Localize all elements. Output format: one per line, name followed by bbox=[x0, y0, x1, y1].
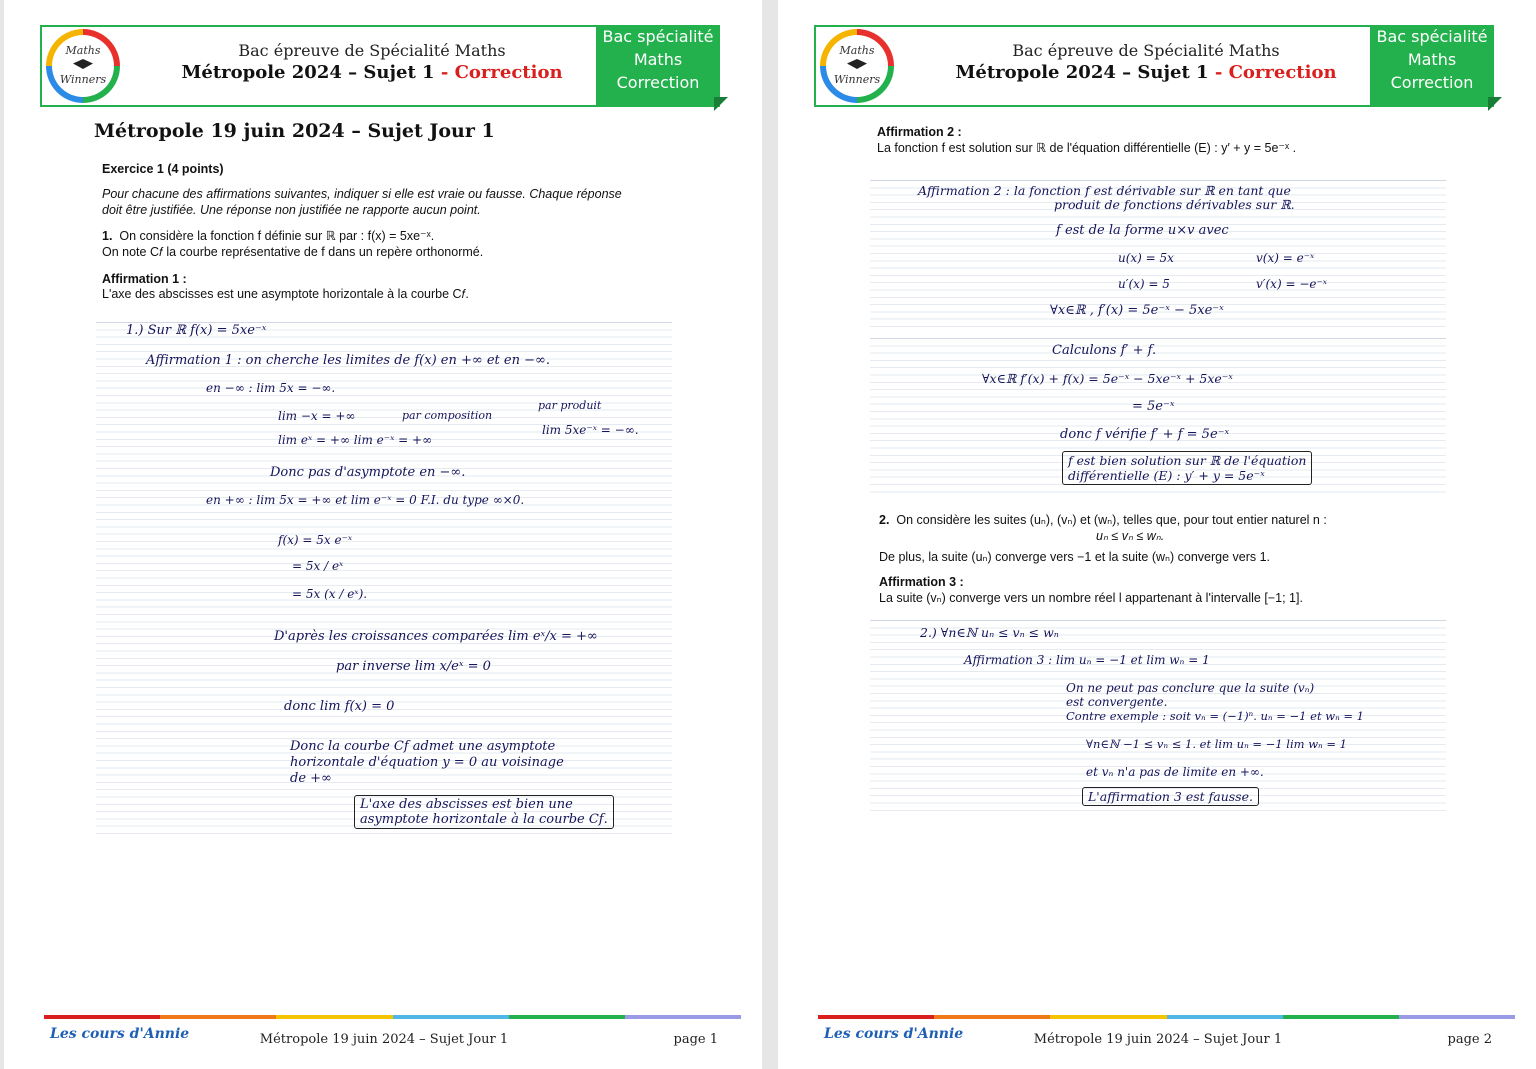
graduation-cap-icon bbox=[847, 59, 867, 69]
hw-line: ∀x∈ℝ f′(x) + f(x) = 5e⁻ˣ − 5xe⁻ˣ + 5xe⁻ˣ bbox=[982, 371, 1233, 386]
question-2-inequality: uₙ ≤ vₙ ≤ wₙ. bbox=[1096, 529, 1165, 543]
hw-line: en +∞ : lim 5x = +∞ et lim e⁻ˣ = 0 F.I. du type ∞×0. bbox=[206, 493, 525, 507]
hw-line: lim −x = +∞ bbox=[278, 409, 356, 423]
hw-line: donc f vérifie f′ + f = 5e⁻ˣ bbox=[1060, 427, 1230, 442]
page-number: page 1 bbox=[673, 1032, 718, 1047]
header-subtitle: Bac épreuve de Spécialité Maths bbox=[1012, 41, 1280, 60]
hw-line: Donc la courbe C𝑓 admet une asymptote bbox=[290, 739, 556, 754]
hw-line: f(x) = 5x e⁻ˣ bbox=[278, 533, 353, 547]
header-title: Métropole 2024 – Sujet 1 - Correction bbox=[955, 62, 1337, 83]
hw-line: ∀x∈ℝ , f′(x) = 5e⁻ˣ − 5xe⁻ˣ bbox=[1050, 303, 1224, 318]
header-title: Métropole 2024 – Sujet 1 - Correction bbox=[181, 62, 563, 83]
handwritten-solution-1 bbox=[96, 322, 672, 837]
page-number: page 2 bbox=[1447, 1032, 1492, 1047]
footer-color-bar bbox=[818, 1015, 1515, 1019]
hw-line: = 5x / eˣ bbox=[292, 559, 344, 573]
header-badge: Bac spécialité Maths Correction bbox=[1370, 25, 1494, 107]
hw-line: par inverse lim x/eˣ = 0 bbox=[336, 659, 491, 674]
affirmation-3-title: Affirmation 3 : bbox=[879, 575, 964, 589]
question-2-line2: De plus, la suite (uₙ) converge vers −1 et la suite (wₙ) converge vers 1. bbox=[879, 550, 1271, 564]
hw-line: par composition bbox=[402, 409, 493, 422]
document-page-1 bbox=[4, 0, 762, 1069]
header-subtitle: Bac épreuve de Spécialité Maths bbox=[238, 41, 506, 60]
hw-conclusion-box: L'axe des abscisses est bien une asymptote horizontale à la courbe C𝑓. bbox=[354, 795, 614, 829]
hw-line: 2.) ∀n∈ℕ uₙ ≤ vₙ ≤ wₙ bbox=[920, 625, 1059, 640]
hw-line: Affirmation 2 : la fonction f est dérivable sur ℝ en tant que bbox=[918, 183, 1291, 198]
hw-line: horizontale d'équation y = 0 au voisinage bbox=[290, 755, 564, 770]
hw-line: D'après les croissances comparées lim eˣ/x = +∞ bbox=[274, 629, 598, 644]
hw-line: donc lim f(x) = 0 bbox=[284, 699, 395, 714]
question-1-line2: On note C𝑓 la courbe représentative de f dans un repère orthonormé. bbox=[102, 245, 484, 259]
hw-line: et vₙ n'a pas de limite en +∞. bbox=[1086, 765, 1264, 779]
badge-fold bbox=[1488, 97, 1502, 111]
hw-line: Contre exemple : soit vₙ = (−1)ⁿ. uₙ = −1 et wₙ = 1 bbox=[1066, 709, 1364, 723]
page-header bbox=[40, 25, 720, 107]
hw-line: de +∞ bbox=[290, 771, 332, 786]
affirmation-1-title: Affirmation 1 : bbox=[102, 272, 187, 286]
question-1: 1. On considère la fonction f définie sur ℝ par : f(x) = 5xe⁻ˣ. bbox=[102, 229, 435, 243]
hw-line: u(x) = 5x bbox=[1118, 251, 1174, 265]
page-header bbox=[814, 25, 1494, 107]
exercise-instructions: Pour chacune des affirmations suivantes, indiquer si elle est vraie ou fausse. Chaque réponse doit être justifiée. Une réponse non justifiée ne rapporte aucun point. bbox=[102, 187, 622, 217]
badge-fold bbox=[714, 97, 728, 111]
hw-line: est convergente. bbox=[1066, 695, 1168, 709]
logo-text-top: Maths bbox=[839, 44, 875, 57]
hw-line: v′(x) = −e⁻ˣ bbox=[1256, 277, 1328, 291]
hw-line: en −∞ : lim 5x = −∞. bbox=[206, 381, 336, 395]
hw-line: 1.) Sur ℝ f(x) = 5xe⁻ˣ bbox=[126, 323, 267, 338]
header-badge: Bac spécialité Maths Correction bbox=[596, 25, 720, 107]
footer-center: Métropole 19 juin 2024 – Sujet Jour 1 bbox=[259, 1032, 509, 1047]
hw-conclusion-box: L'affirmation 3 est fausse. bbox=[1082, 787, 1259, 806]
handwritten-solution-3 bbox=[870, 620, 1446, 817]
hw-conclusion-box: f est bien solution sur ℝ de l'équation différentielle (E) : y′ + y = 5e⁻ˣ bbox=[1062, 451, 1312, 485]
hw-line: f est de la forme u×v avec bbox=[1056, 223, 1229, 238]
hw-line: produit de fonctions dérivables sur ℝ. bbox=[1054, 197, 1295, 212]
affirmation-1-text: L'axe des abscisses est une asymptote horizontale à la courbe C𝑓. bbox=[102, 287, 469, 301]
affirmation-2-title: Affirmation 2 : bbox=[877, 125, 962, 139]
hw-line: Affirmation 1 : on cherche les limites de f(x) en +∞ et en −∞. bbox=[146, 353, 550, 368]
affirmation-2-text: La fonction f est solution sur ℝ de l'équation différentielle (E) : y′ + y = 5e⁻ˣ . bbox=[877, 141, 1297, 155]
page-title: Métropole 19 juin 2024 – Sujet Jour 1 bbox=[94, 120, 495, 142]
hw-line: lim eˣ = +∞ lim e⁻ˣ = +∞ bbox=[278, 433, 433, 447]
question-2: 2. On considère les suites (uₙ), (vₙ) et (wₙ), telles que, pour tout entier naturel n : bbox=[879, 513, 1327, 527]
hw-line: = 5x (x / eˣ). bbox=[292, 587, 368, 601]
hw-line: v(x) = e⁻ˣ bbox=[1256, 251, 1315, 265]
hw-line: Donc pas d'asymptote en −∞. bbox=[270, 465, 466, 480]
affirmation-3-text: La suite (vₙ) converge vers un nombre réel l appartenant à l'intervalle [−1; 1]. bbox=[879, 591, 1303, 605]
hw-line: Calculons f′ + f. bbox=[1052, 343, 1157, 358]
handwritten-solution-2b bbox=[870, 338, 1446, 493]
logo-text-bottom: Winners bbox=[833, 73, 881, 86]
hw-line: = 5e⁻ˣ bbox=[1132, 399, 1175, 414]
hw-line: par produit bbox=[538, 399, 602, 412]
document-page-2 bbox=[778, 0, 1536, 1069]
hw-line: lim 5xe⁻ˣ = −∞. bbox=[542, 423, 639, 437]
graduation-cap-icon bbox=[73, 59, 93, 69]
hw-line: u′(x) = 5 bbox=[1118, 277, 1170, 291]
handwritten-solution-2a bbox=[870, 180, 1446, 329]
hw-line: On ne peut pas conclure que la suite (vₙ) bbox=[1066, 681, 1315, 695]
maths-winners-logo bbox=[46, 29, 120, 103]
maths-winners-logo bbox=[820, 29, 894, 103]
exercise-heading: Exercice 1 (4 points) bbox=[102, 162, 224, 176]
footer-center: Métropole 19 juin 2024 – Sujet Jour 1 bbox=[1033, 1032, 1283, 1047]
footer-color-bar bbox=[44, 1015, 741, 1019]
logo-text-bottom: Winners bbox=[59, 73, 107, 86]
footer-logo: Les cours d'Annie bbox=[824, 1026, 964, 1042]
logo-text-top: Maths bbox=[65, 44, 101, 57]
footer-logo: Les cours d'Annie bbox=[50, 1026, 190, 1042]
hw-line: Affirmation 3 : lim uₙ = −1 et lim wₙ = 1 bbox=[964, 653, 1210, 667]
hw-line: ∀n∈ℕ −1 ≤ vₙ ≤ 1. et lim uₙ = −1 lim wₙ = 1 bbox=[1086, 737, 1347, 751]
